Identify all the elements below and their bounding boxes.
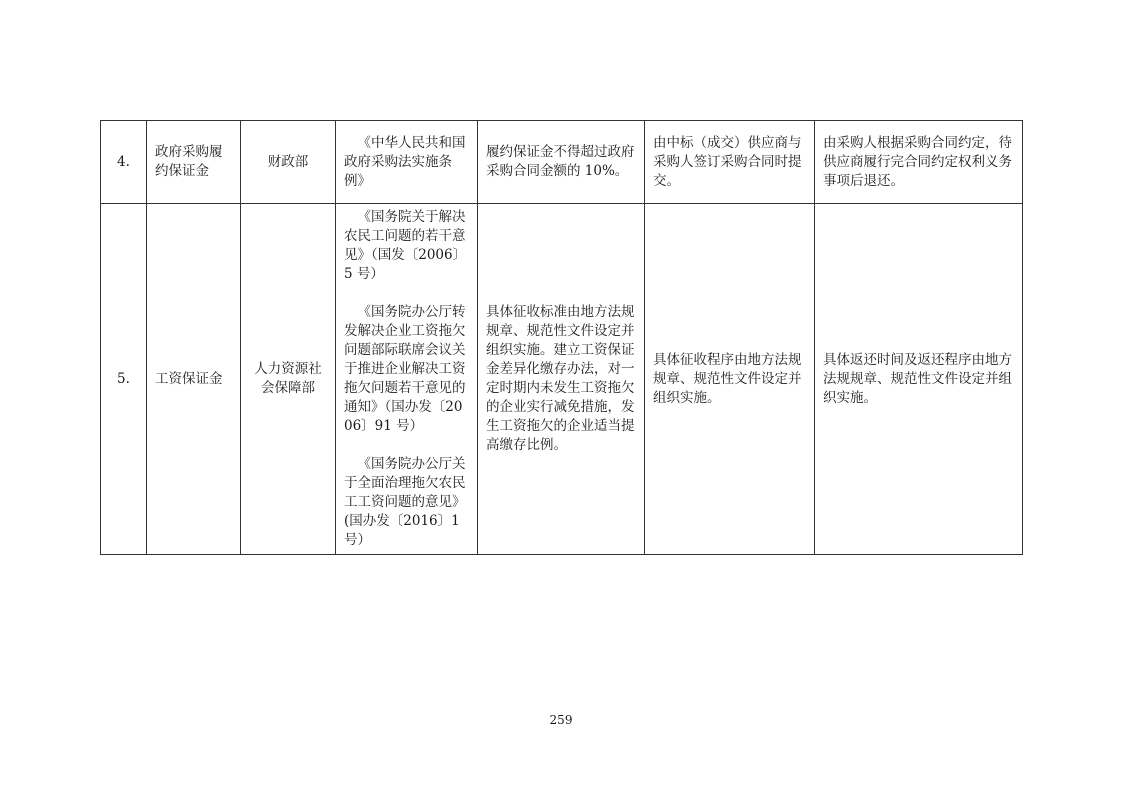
refund-procedure: 由采购人根据采购合同约定，待供应商履行完合同约定权利义务事项后退还。 [815,121,1023,204]
collection-standard: 履约保证金不得超过政府采购合同金额的 10%。 [478,121,645,204]
page-number: 259 [549,713,573,727]
legal-basis-item: 《国务院办公厅转发解决企业工资拖欠问题部际联席会议关于推进企业解决工资拖欠问题若干意见的通知》（国办发〔2006〕91 号） [344,304,466,434]
legal-basis [336,121,478,204]
row-number: 4. [101,121,147,204]
legal-basis [336,204,478,555]
deposit-table [100,120,1023,555]
deposit-name: 工资保证金 [147,204,241,555]
collection-standard: 具体征收标准由地方法规规章、规范性文件设定并组织实施。建立工资保证金差异化缴存办法，对一定时期内未发生工资拖欠的企业实行减免措施，发生工资拖欠的企业适当提高缴存比例。 [478,204,645,555]
legal-basis-item: 《国务院办公厅关于全面治理拖欠农民工工资问题的意见》(国办发〔2016〕1 号） [344,456,466,548]
collection-procedure: 具体征收程序由地方法规规章、规范性文件设定并组织实施。 [645,204,815,555]
table-row [101,204,1023,555]
legal-basis-item: 《国务院关于解决农民工问题的若干意见》（国发〔2006〕5 号） [344,209,467,282]
deposit-name: 政府采购履约保证金 [147,121,241,204]
department: 人力资源社会保障部 [241,204,336,555]
collection-procedure: 由中标（成交）供应商与采购人签订采购合同时提交。 [645,121,815,204]
row-number: 5. [101,204,147,555]
legal-basis-item: 《中华人民共和国政府采购法实施条例》 [344,134,466,189]
table-row [101,121,1023,204]
department: 财政部 [241,121,336,204]
refund-procedure: 具体返还时间及返还程序由地方法规规章、规范性文件设定并组织实施。 [815,204,1023,555]
deposit-table-container [100,120,1022,555]
